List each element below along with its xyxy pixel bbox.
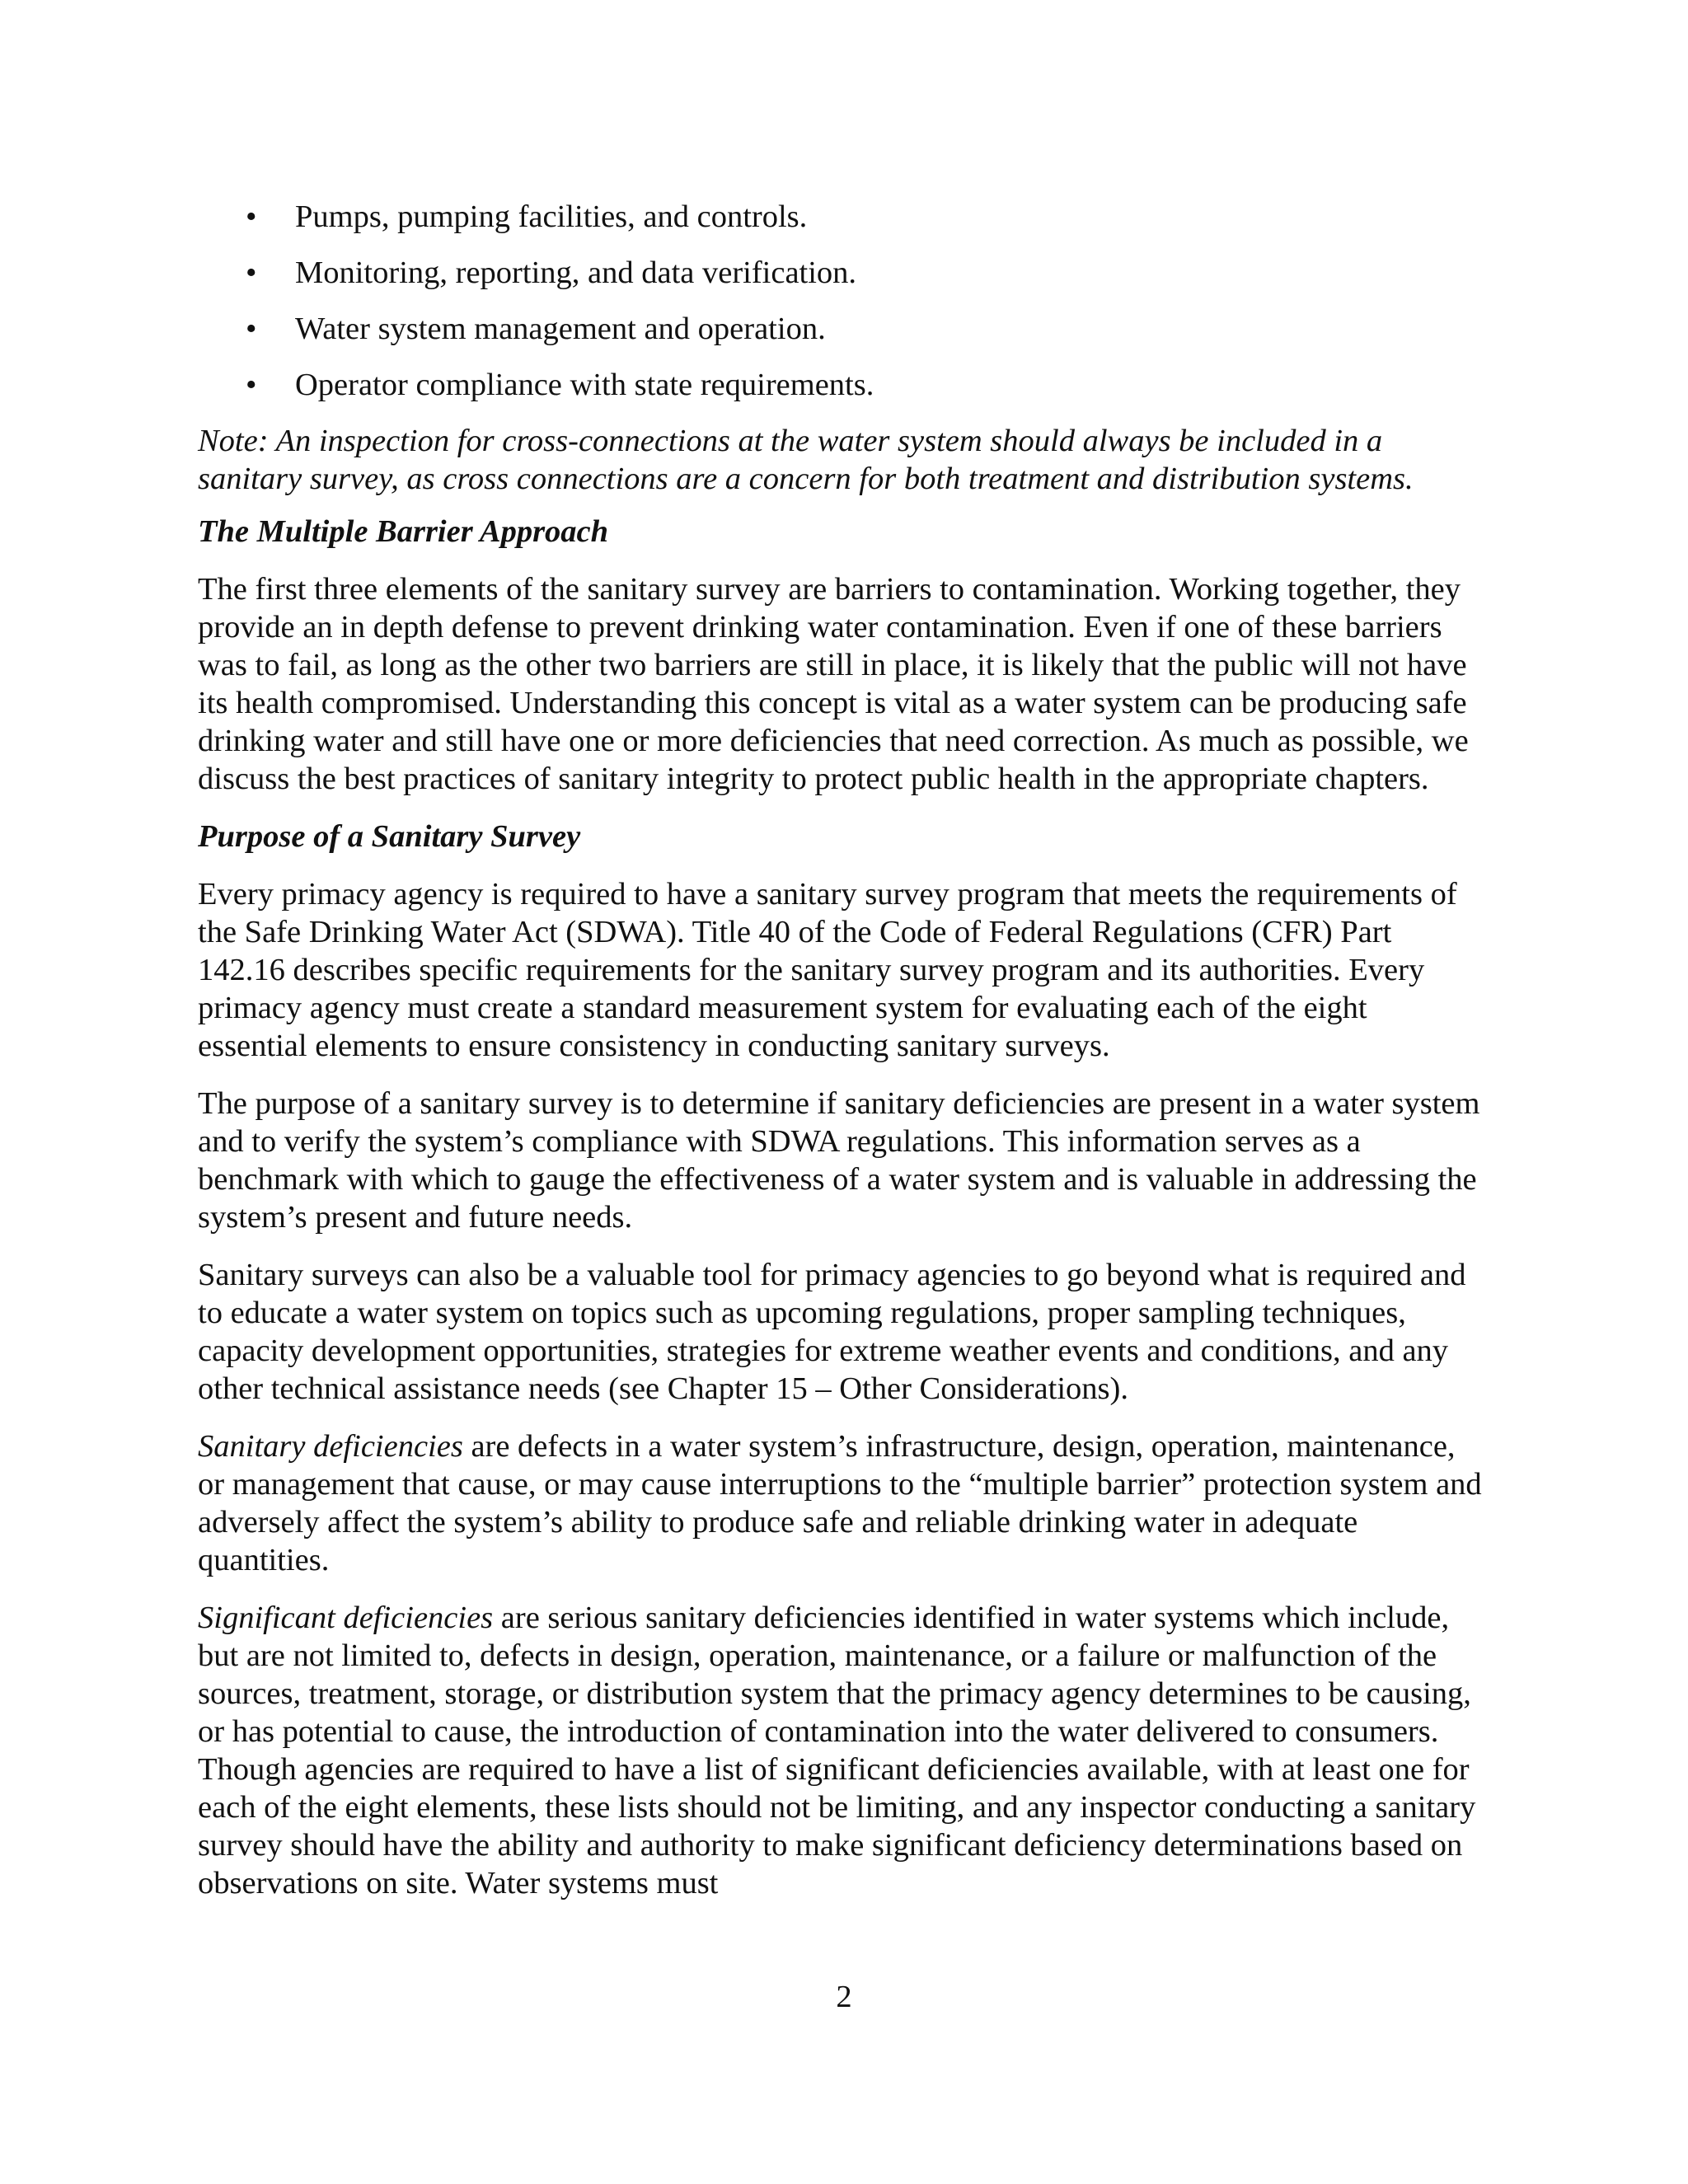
paragraph-survey-purpose: The purpose of a sanitary survey is to determine if sanitary deficiencies are present in a water system and to verify the system’s compliance with SDWA regulations. This information serves as a benchmark with which to gauge the effectiveness of a water system and is valuable in addressing the system’s present and future needs. bbox=[198, 1086, 1480, 1235]
document-page bbox=[198, 198, 1484, 1922]
page-number: 2 bbox=[836, 1980, 852, 2014]
term-sanitary-deficiencies: Sanitary deficiencies bbox=[198, 1429, 463, 1464]
bullet-icon: • bbox=[246, 255, 257, 290]
list-item-text: Pumps, pumping facilities, and controls. bbox=[295, 199, 808, 234]
definition-significant-deficiencies: are serious sanitary deficiencies identified in water systems which include, but are not limited to, defects in design, operation, maintenance, or a failure or malfunction of the sources, treatment, storage, or distribution system that the primacy agency determines to be causing, or has potential to cause, the introduction of contamination into the water delivered to consumers. Though agencies are required to have a list of significant deficiencies available, with at least one for each of the eight elements, these lists should not be limiting, and any inspector conducting a sanitary survey should have the ability and authority to make significant deficiency determinations based on observations on site. Water systems must bbox=[198, 1601, 1476, 1900]
bullet-icon: • bbox=[246, 199, 257, 234]
bullet-list bbox=[198, 198, 1484, 404]
paragraph-valuable-tool: Sanitary surveys can also be a valuable tool for primacy agencies to go beyond what is required and to educate a water system on topics such as upcoming regulations, proper sampling techniques, capacity development opportunities, strategies for extreme weather events and conditions, and any other technical assistance needs (see Chapter 15 – Other Considerations). bbox=[198, 1258, 1466, 1406]
section-heading-purpose: Purpose of a Sanitary Survey bbox=[198, 819, 581, 854]
section-heading-multiple-barrier: The Multiple Barrier Approach bbox=[198, 514, 609, 549]
list-item-text: Operator compliance with state requirements. bbox=[295, 368, 874, 402]
list-item-text: Water system management and operation. bbox=[295, 312, 826, 346]
paragraph-sanitary-deficiencies bbox=[198, 1427, 1484, 1579]
definition-sanitary-deficiencies: are defects in a water system’s infrastructure, design, operation, maintenance, or management that cause, or may cause interruptions to the “multiple barrier” protection system and adversely affect the system’s ability to produce safe and reliable drinking water in adequate quantities. bbox=[198, 1429, 1482, 1577]
bullet-icon: • bbox=[246, 312, 257, 346]
list-item bbox=[198, 254, 1484, 292]
note-paragraph: Note: An inspection for cross-connections at the water system should always be included in a sanitary survey, as cross connections are a concern for both treatment and distribution systems. bbox=[198, 424, 1414, 496]
paragraph-multiple-barrier: The first three elements of the sanitary survey are barriers to contamination. Working together, they provide an in depth defense to prevent drinking water contamination. Even if one of these barriers was to fail, as long as the other two barriers are still in place, it is likely that the public will not have its health compromised. Understanding this concept is vital as a water system can be producing safe drinking water and still have one or more deficiencies that need correction. As much as possible, we discuss the best practices of sanitary integrity to protect public health in the appropriate chapters. bbox=[198, 572, 1469, 796]
list-item bbox=[198, 366, 1484, 404]
bullet-icon: • bbox=[246, 368, 257, 402]
list-item-text: Monitoring, reporting, and data verification. bbox=[295, 255, 857, 290]
paragraph-primacy-requirement: Every primacy agency is required to have a sanitary survey program that meets the requirements of the Safe Drinking Water Act (SDWA). Title 40 of the Code of Federal Regulations (CFR) Part 142.16 describes specific requirements for the sanitary survey program and its authorities. Every primacy agency must create a standard measurement system for evaluating each of the eight essential elements to ensure consistency in conducting sanitary surveys. bbox=[198, 877, 1457, 1063]
list-item bbox=[198, 310, 1484, 348]
paragraph-significant-deficiencies bbox=[198, 1599, 1484, 1902]
list-item bbox=[198, 198, 1484, 236]
term-significant-deficiencies: Significant deficiencies bbox=[198, 1601, 494, 1635]
